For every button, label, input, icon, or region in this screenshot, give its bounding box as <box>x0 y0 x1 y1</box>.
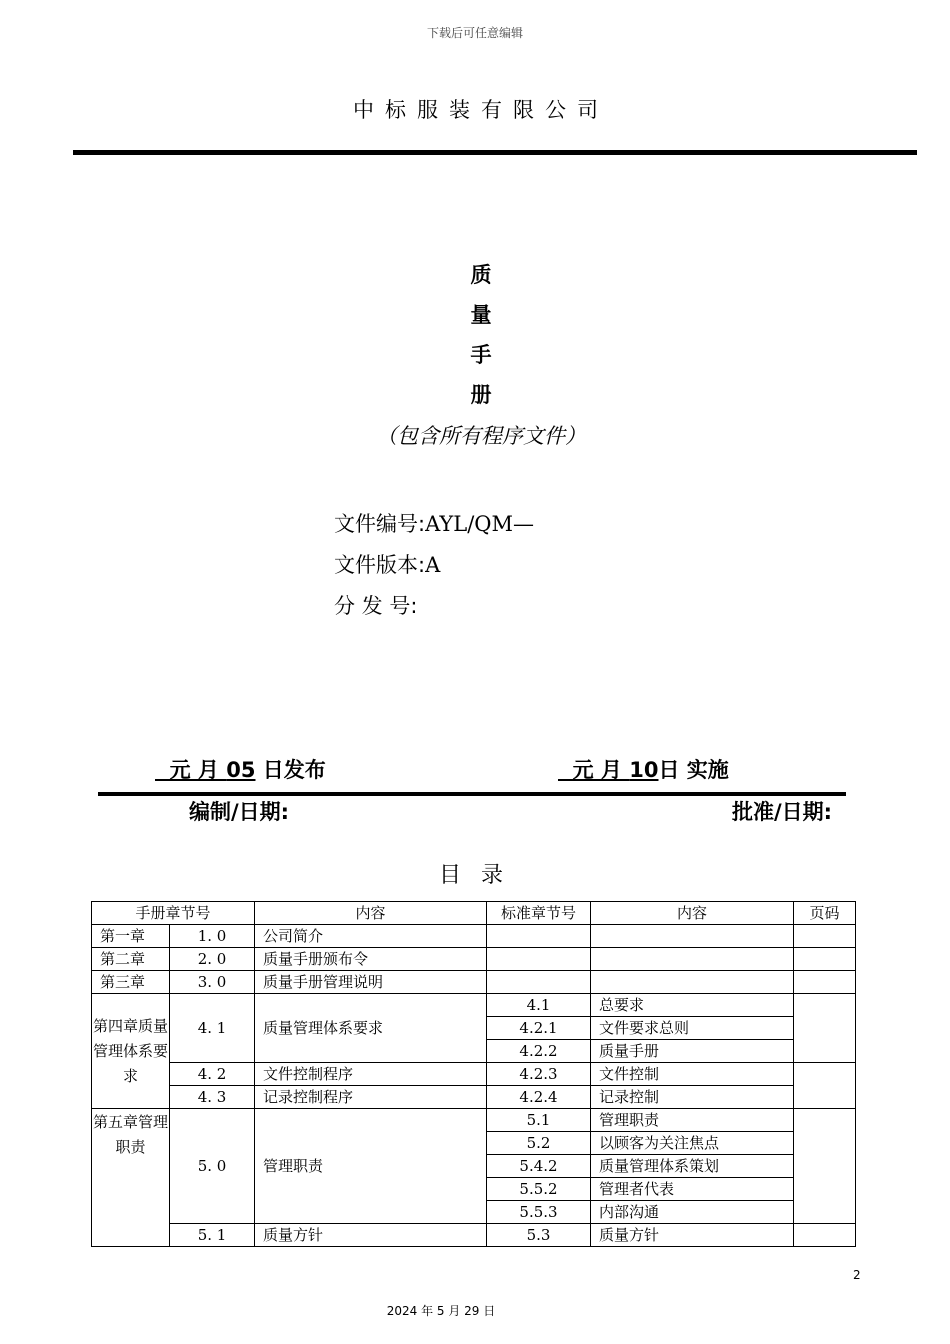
footer-date: 2024 年 5 月 29 日 <box>386 1304 496 1318</box>
toc-page <box>794 1063 856 1109</box>
toc-std <box>487 971 591 994</box>
toc-section: 5. 1 <box>170 1224 255 1247</box>
toc-section: 2. 0 <box>170 948 255 971</box>
toc-std-content: 文件控制 <box>591 1063 794 1086</box>
toc-std: 4.2.1 <box>487 1017 591 1040</box>
title-char: 量 <box>470 303 492 327</box>
toc-std: 5.5.3 <box>487 1201 591 1224</box>
toc-content: 质量方针 <box>255 1224 487 1247</box>
toc-std-content: 以顾客为关注焦点 <box>591 1132 794 1155</box>
release-day: 05 <box>226 758 256 782</box>
toc-header: 手册章节号 <box>92 902 255 925</box>
toc-section: 4. 3 <box>170 1086 255 1109</box>
table-row <box>92 925 856 948</box>
toc-std-content: 质量管理体系策划 <box>591 1155 794 1178</box>
toc-content: 公司简介 <box>255 925 487 948</box>
toc-header: 页码 <box>794 902 856 925</box>
toc-std-content: 内部沟通 <box>591 1201 794 1224</box>
doc-version-label: 文件版本: <box>334 553 426 577</box>
toc-std: 5.2 <box>487 1132 591 1155</box>
toc-std: 5.3 <box>487 1224 591 1247</box>
toc-section: 5. 0 <box>170 1109 255 1224</box>
table-row <box>92 1109 856 1132</box>
toc-std: 5.5.2 <box>487 1178 591 1201</box>
toc-content: 质量手册管理说明 <box>255 971 487 994</box>
approved-by: 批准/日期: <box>732 800 833 824</box>
toc-page <box>794 1109 856 1224</box>
doc-number <box>334 508 534 538</box>
toc-std <box>487 948 591 971</box>
doc-version-value: A <box>425 553 441 577</box>
title-char: 手 <box>470 343 492 367</box>
toc-content: 质量手册颁布令 <box>255 948 487 971</box>
distribution-label: 分 发 号: <box>334 594 418 618</box>
toc-std-content <box>591 971 794 994</box>
toc-section: 1. 0 <box>170 925 255 948</box>
toc-header-row <box>92 902 856 925</box>
toc-std-content: 管理职责 <box>591 1109 794 1132</box>
compiled-by: 编制/日期: <box>189 800 290 824</box>
implement-date <box>558 754 729 784</box>
toc-content: 记录控制程序 <box>255 1086 487 1109</box>
toc-std: 4.2.3 <box>487 1063 591 1086</box>
toc-title: 目录 <box>438 863 523 888</box>
toc-std-content: 管理者代表 <box>591 1178 794 1201</box>
table-row <box>92 948 856 971</box>
toc-std-content: 质量方针 <box>591 1224 794 1247</box>
distribution-number <box>334 590 417 620</box>
implement-suffix: 日 实施 <box>658 758 729 782</box>
table-row <box>92 971 856 994</box>
company-name: 中标服装有限公司 <box>353 98 609 122</box>
table-row <box>92 1063 856 1086</box>
title-char: 质 <box>470 263 492 287</box>
table-row <box>92 994 856 1017</box>
table-row <box>92 1086 856 1109</box>
toc-section: 3. 0 <box>170 971 255 994</box>
toc-chapter: 第四章质量管理体系要求 <box>92 994 170 1109</box>
toc-chapter: 第一章 <box>92 925 170 948</box>
toc-std-content <box>591 948 794 971</box>
toc-page <box>794 925 856 948</box>
release-prefix: 元 月 <box>155 758 227 782</box>
toc-table <box>91 901 856 1247</box>
page-number: 2 <box>853 1268 861 1282</box>
release-suffix: 日发布 <box>255 758 326 782</box>
header-note: 下载后可任意编辑 <box>426 26 523 40</box>
toc-std: 4.1 <box>487 994 591 1017</box>
title-char: 册 <box>470 383 492 407</box>
table-row <box>92 1224 856 1247</box>
subtitle: （包含所有程序文件） <box>376 424 586 448</box>
toc-content: 管理职责 <box>255 1109 487 1224</box>
toc-std-content: 文件要求总则 <box>591 1017 794 1040</box>
toc-header: 内容 <box>591 902 794 925</box>
toc-std-content: 质量手册 <box>591 1040 794 1063</box>
toc-std: 5.4.2 <box>487 1155 591 1178</box>
toc-std <box>487 925 591 948</box>
doc-version <box>334 549 440 579</box>
toc-page <box>794 994 856 1063</box>
toc-header: 标准章节号 <box>487 902 591 925</box>
doc-number-label: 文件编号: <box>334 512 426 536</box>
toc-std-content: 记录控制 <box>591 1086 794 1109</box>
toc-header: 内容 <box>255 902 487 925</box>
toc-content: 文件控制程序 <box>255 1063 487 1086</box>
toc-std: 5.1 <box>487 1109 591 1132</box>
toc-page <box>794 971 856 994</box>
toc-chapter: 第五章管理职责 <box>92 1109 170 1247</box>
release-date <box>155 754 326 784</box>
toc-section: 4. 2 <box>170 1063 255 1086</box>
toc-section: 4. 1 <box>170 994 255 1063</box>
toc-std: 4.2.4 <box>487 1086 591 1109</box>
toc-content: 质量管理体系要求 <box>255 994 487 1063</box>
implement-prefix: 元 月 <box>558 758 630 782</box>
toc-page <box>794 948 856 971</box>
toc-std: 4.2.2 <box>487 1040 591 1063</box>
toc-std-content: 总要求 <box>591 994 794 1017</box>
toc-std-content <box>591 925 794 948</box>
toc-chapter: 第三章 <box>92 971 170 994</box>
toc-chapter: 第二章 <box>92 948 170 971</box>
toc-page <box>794 1224 856 1247</box>
implement-day: 10 <box>629 758 659 782</box>
header-divider <box>73 150 917 155</box>
doc-number-value: AYL/QM— <box>425 512 534 536</box>
